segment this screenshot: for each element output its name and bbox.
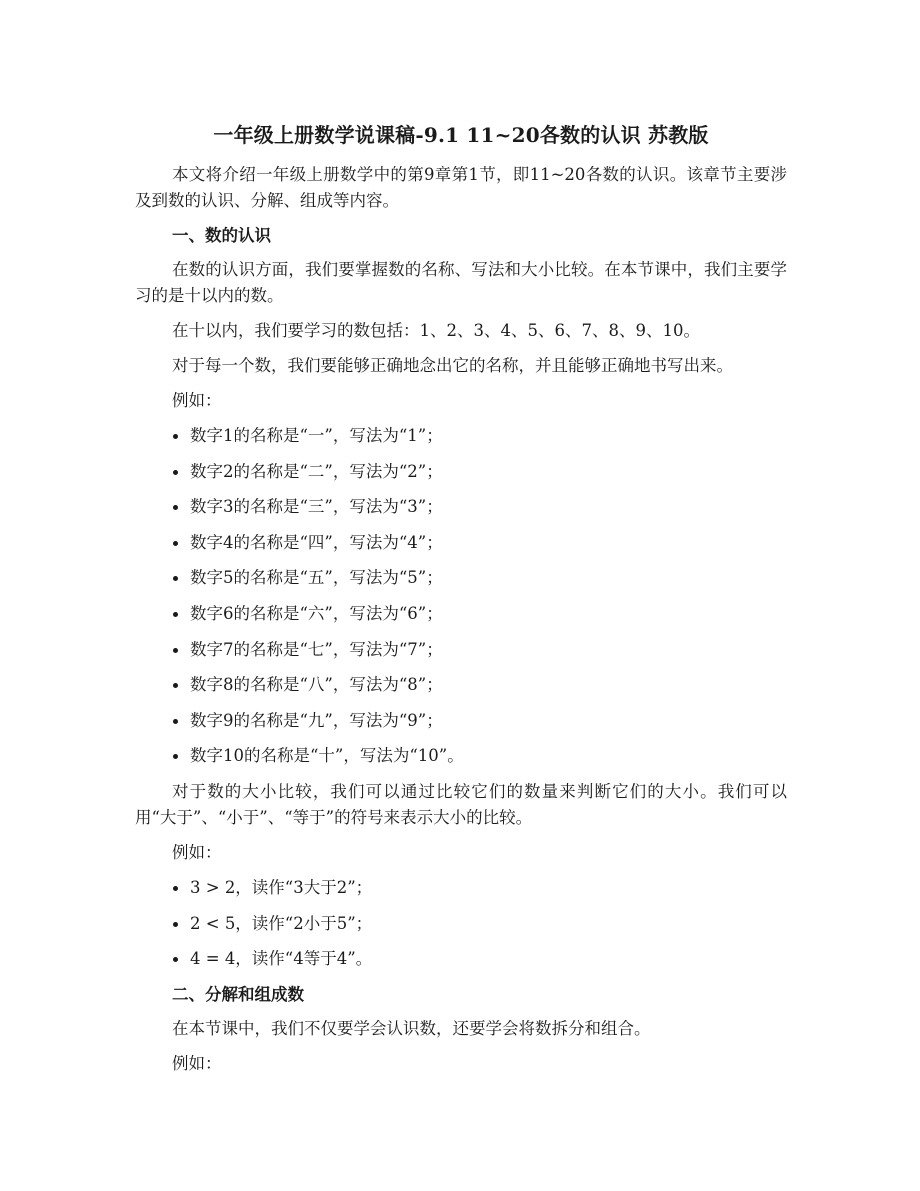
section-heading-number-recognition: 一、数的认识 — [172, 226, 271, 245]
list-item: 4 = 4，读作“4等于4”。 — [172, 946, 787, 972]
list-item: 3 > 2，读作“3大于2”； — [172, 875, 787, 901]
document-page — [135, 120, 787, 1086]
list-item: 数字8的名称是“八”，写法为“8”； — [172, 672, 787, 698]
intro-paragraph: 本文将介绍一年级上册数学中的第9章第1节，即11~20各数的认识。该章节主要涉及到数的认识、分解、组成等内容。 — [135, 165, 787, 210]
list-item: 数字10的名称是“十”，写法为“10”。 — [172, 743, 787, 769]
section1-paragraph-1: 在数的认识方面，我们要掌握数的名称、写法和大小比较。在本节课中，我们主要学习的是十以内的数。 — [135, 260, 787, 305]
list-item: 数字5的名称是“五”，写法为“5”； — [172, 565, 787, 591]
number-names-list — [135, 423, 787, 769]
section1-paragraph-4: 对于数的大小比较，我们可以通过比较它们的数量来判断它们的大小。我们可以用“大于”、“小于”、“等于”的符号来表示大小的比较。 — [135, 781, 787, 827]
example-label: 例如： — [172, 1053, 222, 1073]
document-title: 一年级上册数学说课稿-9.1 11~20各数的认识 苏教版 — [213, 123, 709, 147]
section1-paragraph-3: 对于每一个数，我们要能够正确地念出它的名称，并且能够正确地书写出来。 — [172, 356, 733, 375]
example-label: 例如： — [172, 842, 222, 862]
list-item: 数字6的名称是“六”，写法为“6”； — [172, 601, 787, 627]
list-item: 数字9的名称是“九”，写法为“9”； — [172, 708, 787, 734]
list-item: 数字1的名称是“一”，写法为“1”； — [172, 423, 787, 449]
list-item: 2 < 5，读作“2小于5”； — [172, 911, 787, 937]
section2-paragraph-1: 在本节课中，我们不仅要学会认识数，还要学会将数拆分和组合。 — [172, 1018, 651, 1038]
list-item: 数字2的名称是“二”，写法为“2”； — [172, 459, 787, 485]
list-item: 数字7的名称是“七”，写法为“7”； — [172, 637, 787, 663]
example-label: 例如： — [172, 391, 222, 410]
list-item: 数字4的名称是“四”，写法为“4”； — [172, 530, 787, 556]
comparison-list — [135, 875, 787, 972]
section1-paragraph-2: 在十以内，我们要学习的数包括：1、2、3、4、5、6、7、8、9、10。 — [172, 321, 700, 340]
section-heading-decompose-compose: 二、分解和组成数 — [172, 984, 304, 1004]
list-item: 数字3的名称是“三”，写法为“3”； — [172, 494, 787, 520]
